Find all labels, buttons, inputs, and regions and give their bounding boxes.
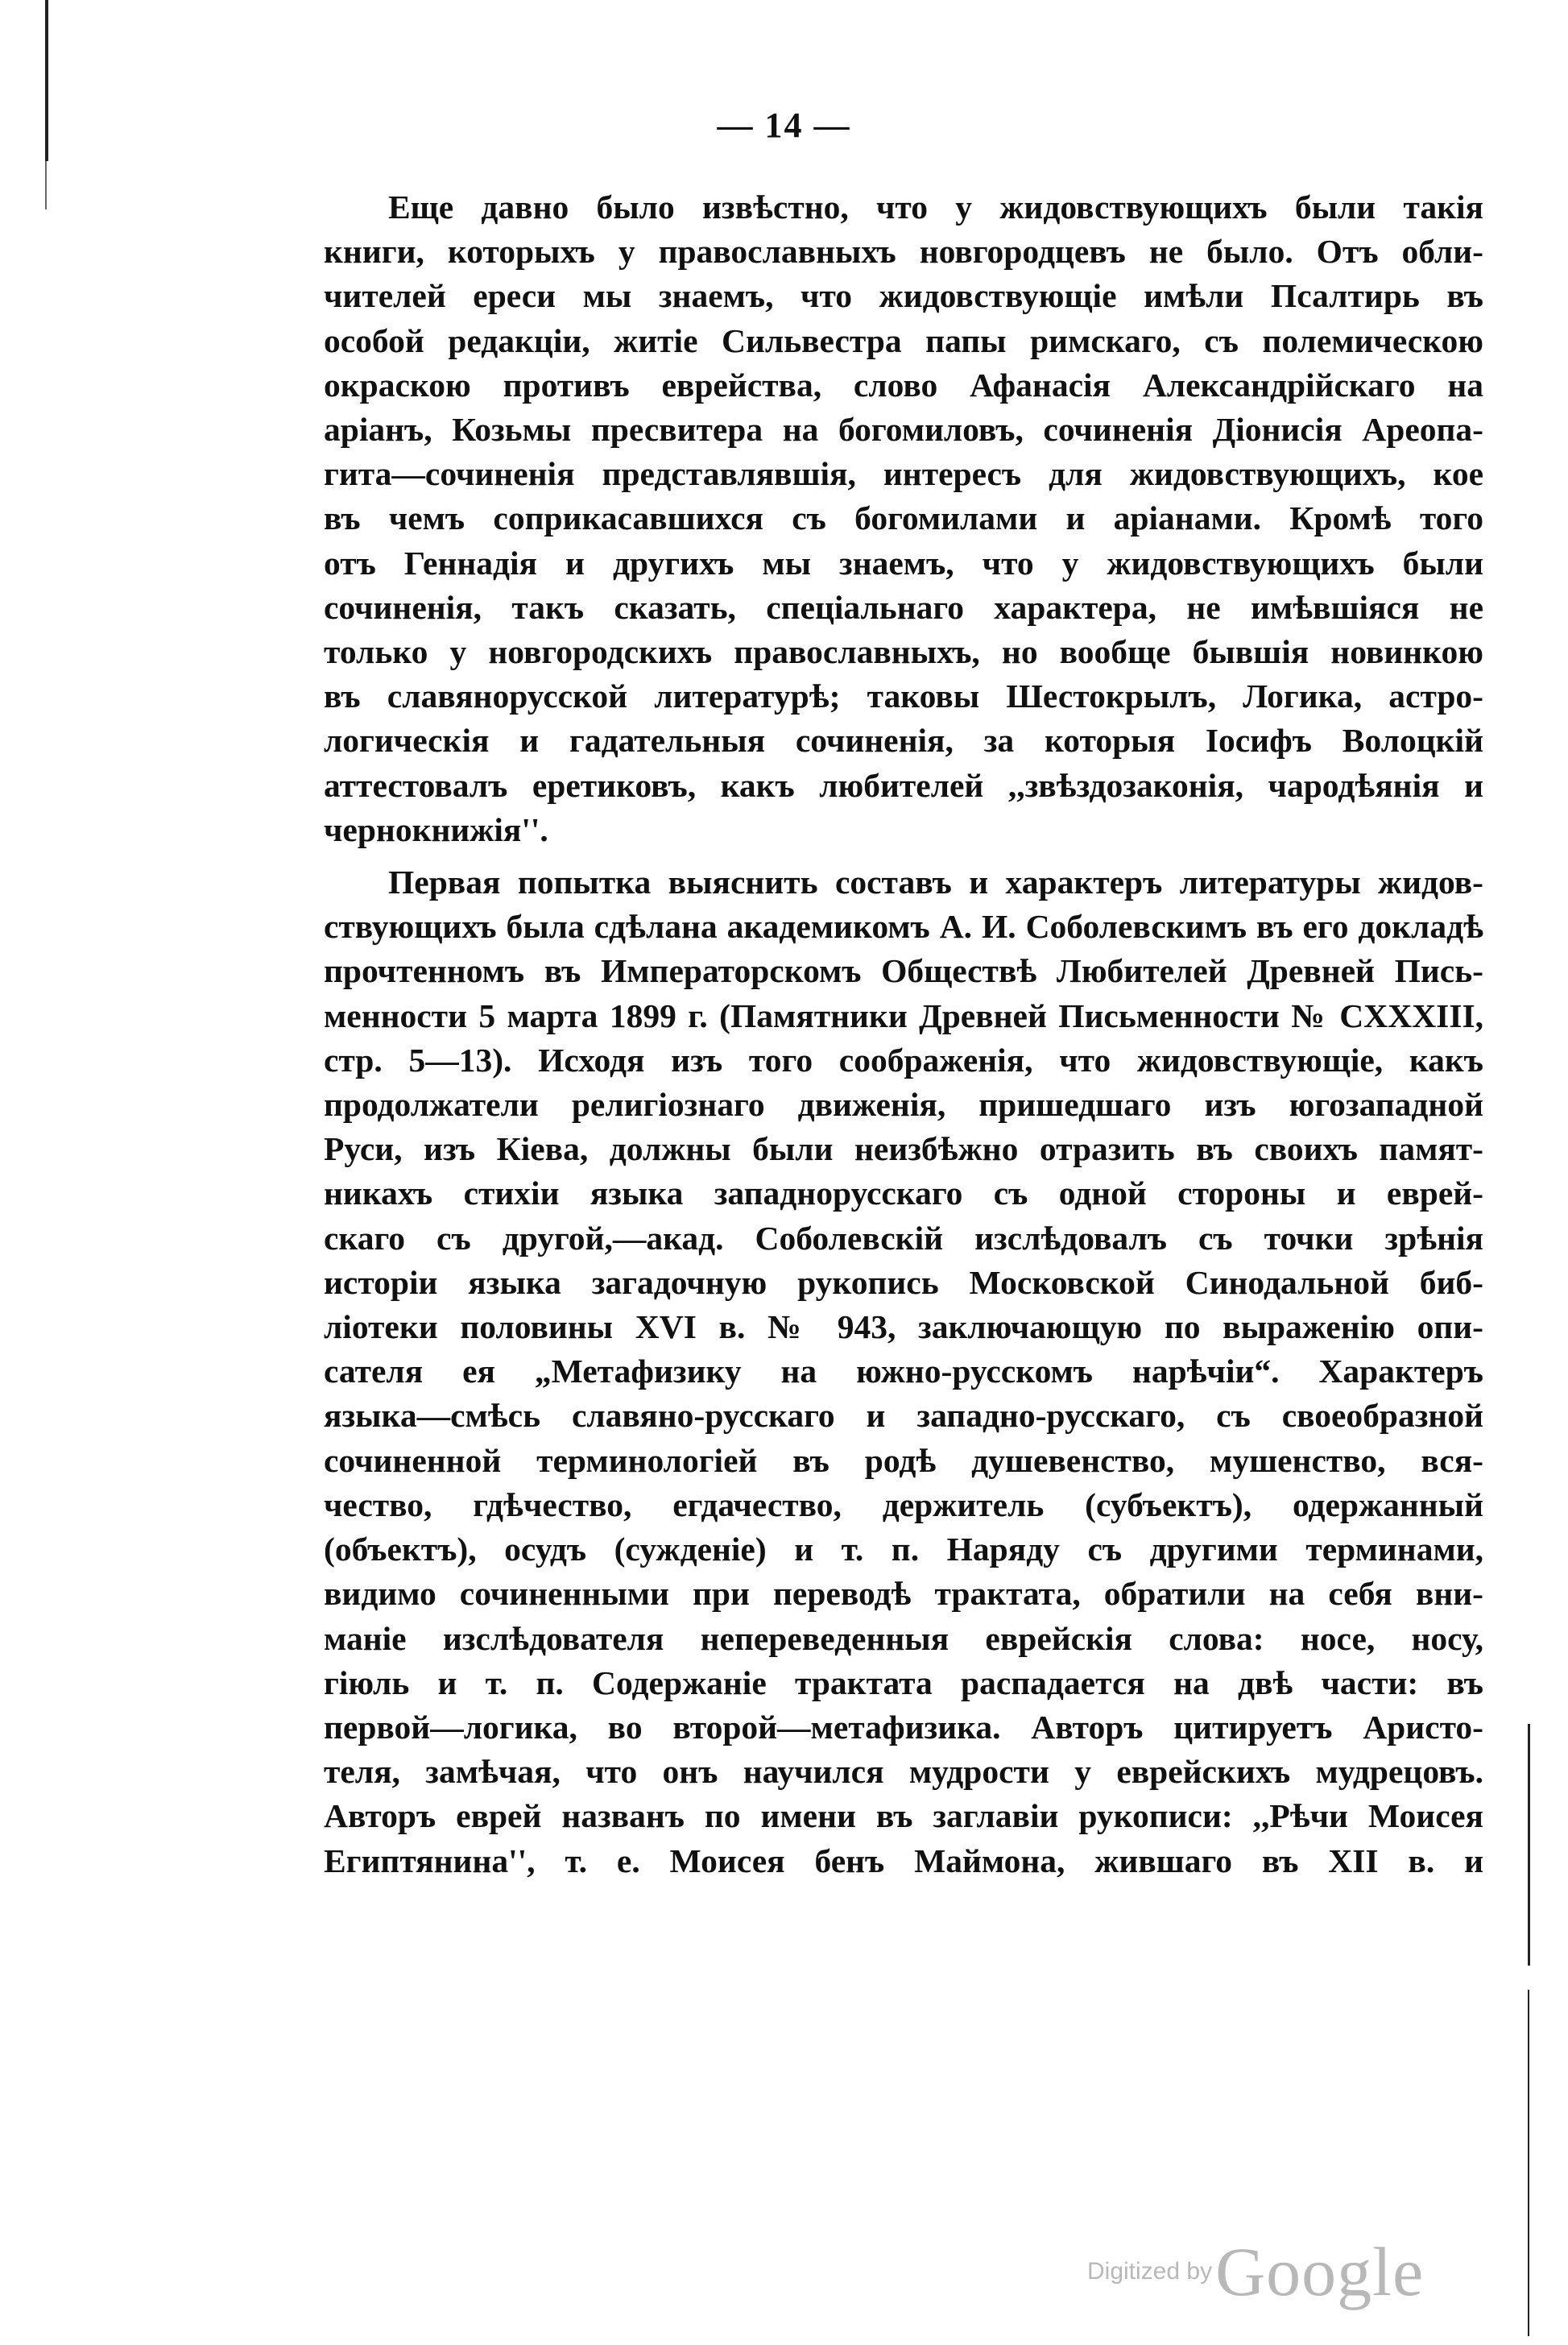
text-line: теля, замѣчая, что онъ научился мудрости у еврейскихъ мудрецовъ. [324,1753,1483,1791]
text-line: гита—сочиненія представлявшія, интересъ для жидовствующихъ, кое [324,455,1483,493]
paragraph-1 [324,185,1483,852]
text-line: окраскою противъ еврейства, слово Афанасія Александрійскаго на [324,366,1483,404]
text-line: маніе изслѣдователя непереведенныя еврейскія слова: носе, носу, [324,1619,1483,1657]
scan-edge-mark-thin [45,161,47,209]
text-line: исторіи языка загадочную рукопись Московской Синодальной биб- [324,1263,1483,1301]
text-line: языка—смѣсь славяно-русскаго и западно-русскаго, съ своеобразной [324,1397,1483,1435]
text-line: видимо сочиненными при переводѣ трактата, обратили на себя вни- [324,1575,1483,1613]
text-line: аттестовалъ еретиковъ, какъ любителей ,,звѣздозаконія, чародѣянія и [324,766,1483,804]
text-line: Руси, изъ Кіева, должны были неизбѣжно отразить въ своихъ памят- [324,1130,1483,1168]
margin-rule-upper [1528,1724,1530,1966]
paragraph-2 [324,860,1483,1883]
text-line: прочтенномъ въ Императорскомъ Обществѣ Любителей Древней Пись- [324,952,1483,990]
text-line: менности 5 марта 1899 г. (Памятники Древней Письменности № CXXXIII, [324,996,1483,1034]
body-text [324,185,1483,1883]
text-line: Авторъ еврей названъ по имени въ заглавіи рукописи: ,,Рѣчи Моисея [324,1797,1483,1835]
text-line: Еще давно было извѣстно, что у жидовствующихъ были такія [388,189,1483,226]
text-line: аріанъ, Козьмы пресвитера на богомиловъ, сочиненія Діонисія Ареопа- [324,411,1483,449]
watermark-prefix: Digitized by [1087,2258,1213,2285]
text-line: (объектъ), осудъ (сужденіе) и т. п. Наряду съ другими терминами, [324,1531,1483,1568]
text-line: ліотеки половины XVI в. № 943, заключающую по выраженію опи- [324,1308,1483,1346]
google-logo: Google [1215,2233,1425,2310]
text-line: ствующихъ была сдѣлана академикомъ А. И. Соболевскимъ въ его докладѣ [324,908,1483,946]
text-line: сателя ея „Метафизику на южно-русскомъ нарѣчіи“. Характеръ [324,1353,1483,1390]
text-line: продолжатели религіознаго движенія, пришедшаго изъ югозападной [324,1086,1483,1124]
text-line: чителей ереси мы знаемъ, что жидовствующіе имѣли Псалтирь въ [324,277,1483,315]
text-line: чернокнижія''. [324,810,548,848]
margin-rule-lower [1528,1990,1529,2336]
text-line: стр. 5—13). Исходя изъ того соображенія, что жидовствующіе, какъ [324,1041,1483,1079]
text-line: Первая попытка выяснить составъ и характеръ литературы жидов- [388,864,1483,901]
text-line: первой—логика, во второй—метафизика. Авторъ цитируетъ Аристо- [324,1708,1483,1746]
text-line: отъ Геннадія и другихъ мы знаемъ, что у жидовствующихъ были [324,544,1483,582]
text-line: въ славянорусской литературѣ; таковы Шестокрылъ, Логика, астро- [324,677,1483,715]
text-line: никахъ стихіи языка западнорусскаго съ одной стороны и еврей- [324,1175,1483,1212]
page-number: — 14 — [717,106,851,145]
text-line: гіюль и т. п. Содержаніе трактата распадается на двѣ части: въ [324,1663,1483,1701]
text-line: особой редакціи, житіе Сильвестра папы римскаго, съ полемическою [324,321,1483,359]
text-line: Египтянина'', т. е. Моисея бенъ Маймона, жившаго въ XII в. и [324,1842,1483,1879]
text-line: сочиненія, такъ сказать, спеціальнаго характера, не имѣвшіяся не [324,588,1483,626]
text-line: скаго съ другой,—акад. Соболевскій изслѣдовалъ съ точки зрѣнія [324,1219,1483,1257]
text-line: логическія и гадательныя сочиненія, за которыя Іосифъ Волоцкій [324,722,1483,760]
text-line: чество, гдѣчество, егдачество, держитель (субъектъ), одержанный [324,1485,1483,1523]
digitized-by-google-watermark [1087,2231,1424,2312]
text-line: сочиненной терминологіей въ родѣ душевенство, мушенство, вся- [324,1441,1483,1479]
text-line: книги, которыхъ у православныхъ новгородцевъ не было. Отъ обли- [324,233,1483,271]
text-line: только у новгородскихъ православныхъ, но вообще бывшія новинкою [324,633,1483,671]
text-line: въ чемъ соприкасавшихся съ богомилами и аріанами. Кромѣ того [324,499,1483,537]
